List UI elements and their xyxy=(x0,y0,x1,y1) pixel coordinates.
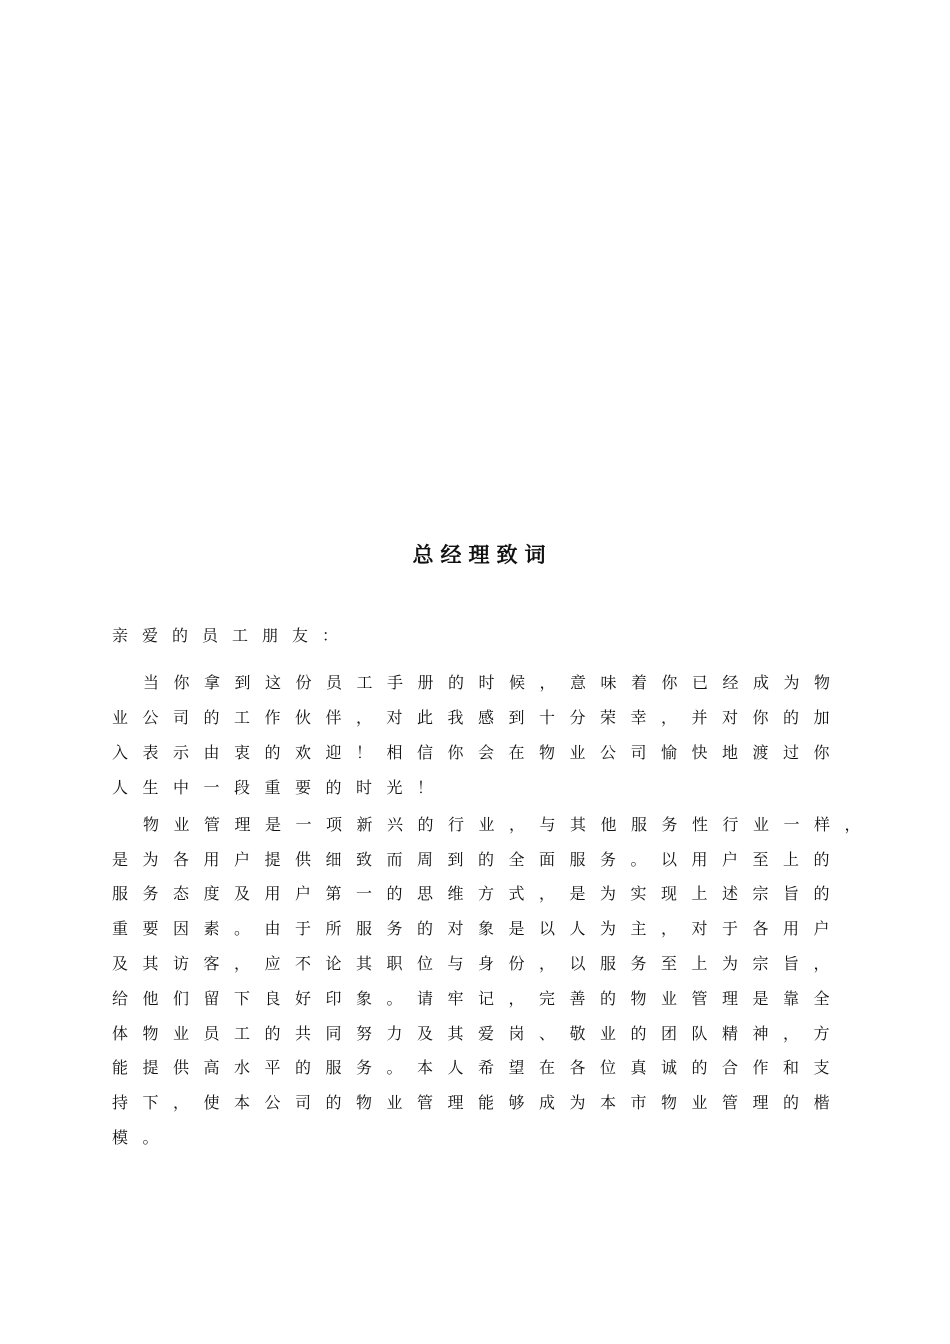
paragraph-2-line-2: 是为各用户提供细致而周到的全面服务。以用户至上的 xyxy=(112,850,845,869)
page-title: 总经理致词 xyxy=(412,543,553,567)
paragraph-2-line-7: 体物业员工的共同努力及其爱岗、敬业的团队精神，方 xyxy=(112,1024,845,1043)
paragraph-2-line-8: 能提供高水平的服务。本人希望在各位真诚的合作和支 xyxy=(112,1058,845,1077)
paragraph-2-line-6: 给他们留下良好印象。请牢记，完善的物业管理是靠全 xyxy=(112,989,845,1008)
paragraph-2-line-4: 重要因素。由于所服务的对象是以人为主，对于各用户 xyxy=(112,919,845,938)
paragraph-2-line-9: 持下，使本公司的物业管理能够成为本市物业管理的楷 xyxy=(112,1093,845,1112)
paragraph-2-line-3: 服务态度及用户第一的思维方式，是为实现上述宗旨的 xyxy=(112,884,845,903)
paragraph-1-line-1: 当你拿到这份员工手册的时候，意味着你已经成为物 xyxy=(143,673,845,692)
paragraph-1-line-2: 业公司的工作伙伴，对此我感到十分荣幸，并对你的加 xyxy=(112,708,845,727)
paragraph-2-line-1: 物业管理是一项新兴的行业，与其他服务性行业一样， xyxy=(143,815,876,834)
paragraph-1-line-4: 人生中一段重要的时光！ xyxy=(112,778,448,797)
salutation: 亲爱的员工朋友： xyxy=(112,626,353,645)
paragraph-2-line-10: 模。 xyxy=(112,1128,174,1147)
paragraph-1-line-3: 入表示由衷的欢迎！相信你会在物业公司愉快地渡过你 xyxy=(112,743,845,762)
paragraph-2-line-5: 及其访客，应不论其职位与身份，以服务至上为宗旨， xyxy=(112,954,845,973)
